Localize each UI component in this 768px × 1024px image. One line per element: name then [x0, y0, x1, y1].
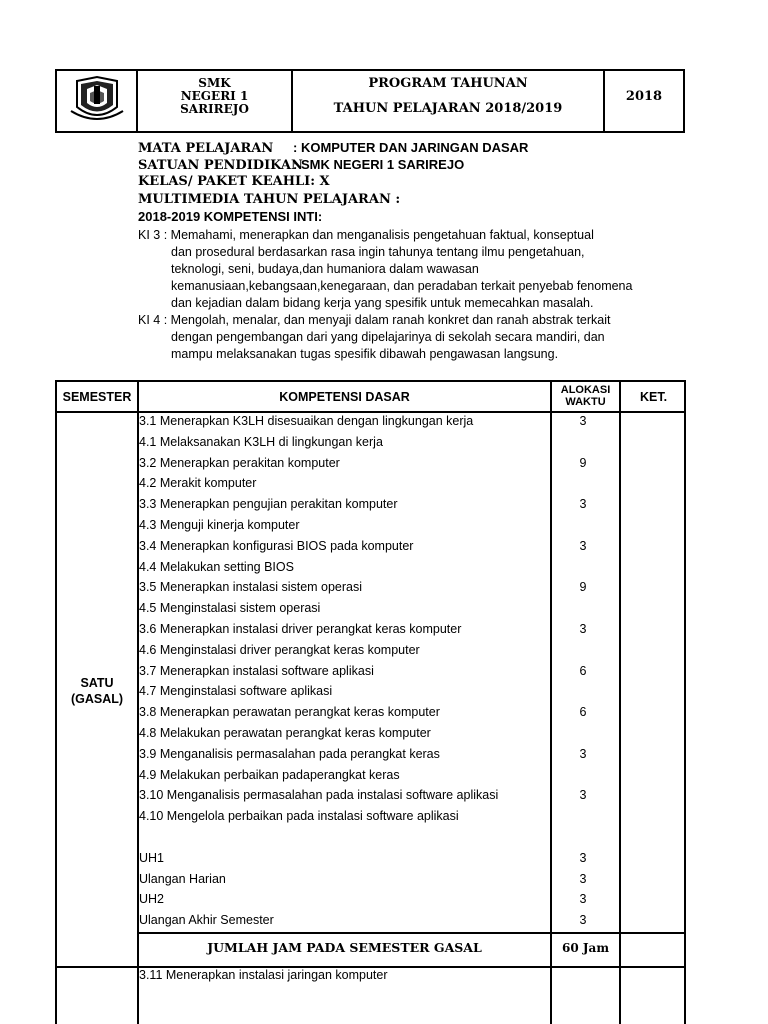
mata-pelajaran-line — [138, 140, 528, 157]
kd-row-text: 3.3 Menerapkan pengujian perakitan komputer — [139, 497, 398, 512]
total-label: JUMLAH JAM PADA SEMESTER GASAL — [207, 940, 482, 955]
alokasi-value: 3 — [579, 913, 587, 928]
ki3-line: dan prosedural berdasarkan rasa ingin tahunya tentang ilmu pengetahuan, — [171, 245, 585, 259]
kd-row-text: 3.6 Menerapkan instalasi driver perangkat keras komputer — [139, 622, 462, 636]
alokasi-value: 3 — [579, 871, 587, 886]
semester-cell — [57, 675, 137, 707]
col-alokasi-label: ALOKASI — [560, 384, 611, 396]
school-line-1: SMK — [198, 76, 231, 90]
ki3-line: dan kejadian dalam bidang kerja yang spesifik untuk memecahkan masalah. — [171, 296, 594, 310]
kd-row-text: 3.5 Menerapkan instalasi sistem operasi — [139, 580, 363, 595]
school-crest-icon — [57, 71, 138, 131]
kd-row-text: 4.3 Menguji kinerja komputer — [139, 518, 300, 532]
kd-row-text: 3.4 Menerapkan konfigurasi BIOS pada komputer — [139, 538, 414, 553]
col-divider — [550, 382, 552, 1024]
year: 2018 — [625, 89, 663, 104]
kd-row-text: Ulangan Akhir Semester — [139, 913, 274, 928]
col-kompetensi-dasar: KOMPETENSI DASAR — [279, 390, 410, 404]
program-title: PROGRAM TAHUNAN — [368, 76, 528, 91]
satuan-line — [138, 157, 464, 174]
col-waktu-label: WAKTU — [565, 396, 606, 408]
col-alokasi-waktu — [552, 384, 619, 408]
logo-cell — [57, 71, 138, 131]
alokasi-value: 9 — [579, 455, 587, 470]
ki4-line: KI 4 : Mengolah, menalar, dan menyaji dalam ranah konkret dan ranah abstrak terkait — [138, 313, 611, 327]
ki4-line: dengan pengembangan dari yang dipelajarinya di sekolah secara mandiri, dan — [171, 330, 605, 344]
satuan-value: : SMK NEGERI 1 SARIREJO — [293, 157, 465, 172]
col-ket: KET. — [639, 390, 668, 404]
header-divider — [57, 411, 684, 413]
kompetensi-inti-line: 2018-2019 KOMPETENSI INTI: — [138, 209, 323, 224]
semester-sub: (GASAL) — [70, 692, 124, 706]
title-cell — [293, 71, 605, 131]
semester-name: SATU — [80, 676, 114, 690]
academic-year: TAHUN PELAJARAN 2018/2019 — [333, 101, 563, 116]
school-line-3: SARIREJO — [180, 102, 249, 116]
alokasi-value: 3 — [579, 622, 587, 636]
kelas-line: KELAS/ PAKET KEAHLI: X — [138, 174, 330, 189]
document-header — [55, 69, 685, 133]
next-semester-row: 3.11 Menerapkan instalasi jaringan komputer — [139, 968, 388, 982]
alokasi-value: 3 — [579, 892, 587, 907]
kd-row-text: 3.7 Menerapkan instalasi software aplikasi — [139, 663, 374, 678]
kompetensi-table — [55, 380, 686, 1024]
alokasi-value: 3 — [579, 414, 587, 428]
alokasi-value: 9 — [579, 580, 587, 595]
mata-pelajaran-label: MATA PELAJARAN — [138, 141, 274, 156]
kd-row-text: 3.1 Menerapkan K3LH disesuaikan dengan lingkungan kerja — [139, 414, 474, 428]
school-name-cell — [138, 71, 293, 131]
kd-row-text: UH2 — [139, 892, 165, 907]
kd-row-text: 4.7 Menginstalasi software aplikasi — [139, 684, 333, 699]
alokasi-value: 6 — [579, 705, 587, 720]
mata-pelajaran-value: : KOMPUTER DAN JARINGAN DASAR — [293, 140, 529, 155]
total-value: 60 Jam — [561, 941, 610, 955]
satuan-label: SATUAN PENDIDIKAN — [138, 158, 303, 173]
kd-row-text: 4.10 Mengelola perbaikan pada instalasi software aplikasi — [139, 809, 459, 824]
alokasi-value: 3 — [579, 788, 587, 803]
alokasi-value: 3 — [579, 850, 587, 865]
ki3-line: KI 3 : Memahami, menerapkan dan menganalisis pengetahuan faktual, konseptual — [138, 228, 594, 242]
kd-row-text: UH1 — [139, 850, 165, 865]
kd-row-text: 4.2 Merakit komputer — [139, 476, 257, 491]
year-cell — [605, 71, 683, 131]
kd-row-text: 3.8 Menerapkan perawatan perangkat keras komputer — [139, 705, 440, 720]
kd-row-text: 4.9 Melakukan perbaikan padaperangkat keras — [139, 767, 400, 782]
alokasi-value: 3 — [579, 538, 587, 553]
alokasi-value: 3 — [579, 497, 587, 512]
ki3-paragraph — [138, 227, 632, 363]
kd-row-text: 4.1 Melaksanakan K3LH di lingkungan kerja — [139, 434, 383, 449]
kd-row-text: 4.5 Menginstalasi sistem operasi — [139, 601, 321, 616]
alokasi-value: 3 — [579, 746, 587, 761]
kd-row-text: 4.6 Menginstalasi driver perangkat keras komputer — [139, 642, 420, 657]
ki3-line: kemanusiaan,kebangsaan,kenegaraan, dan peradaban terkait penyebab fenomena — [171, 279, 633, 293]
kd-row-text: 4.4 Melakukan setting BIOS — [139, 559, 294, 574]
kd-row-text: 3.10 Menganalisis permasalahan pada instalasi software aplikasi — [139, 788, 499, 803]
multimedia-line: MULTIMEDIA TAHUN PELAJARAN : — [138, 192, 401, 207]
alokasi-value: 6 — [579, 663, 587, 678]
ki4-line: mampu melaksanakan tugas spesifik dibawah pengawasan langsung. — [171, 347, 559, 361]
col-semester: SEMESTER — [62, 390, 132, 404]
school-line-2: NEGERI 1 — [180, 89, 249, 103]
col-divider — [619, 382, 621, 1024]
kd-row-text: 4.8 Melakukan perawatan perangkat keras komputer — [139, 726, 431, 740]
kd-row-text: Ulangan Harian — [139, 871, 226, 886]
ki3-line: teknologi, seni, budaya,dan humaniora dalam wawasan — [171, 262, 479, 276]
kd-row-text: 3.9 Menganalisis permasalahan pada perangkat keras — [139, 746, 440, 761]
kd-row-text: 3.2 Menerapkan perakitan komputer — [139, 455, 340, 470]
total-top-line — [137, 932, 684, 934]
